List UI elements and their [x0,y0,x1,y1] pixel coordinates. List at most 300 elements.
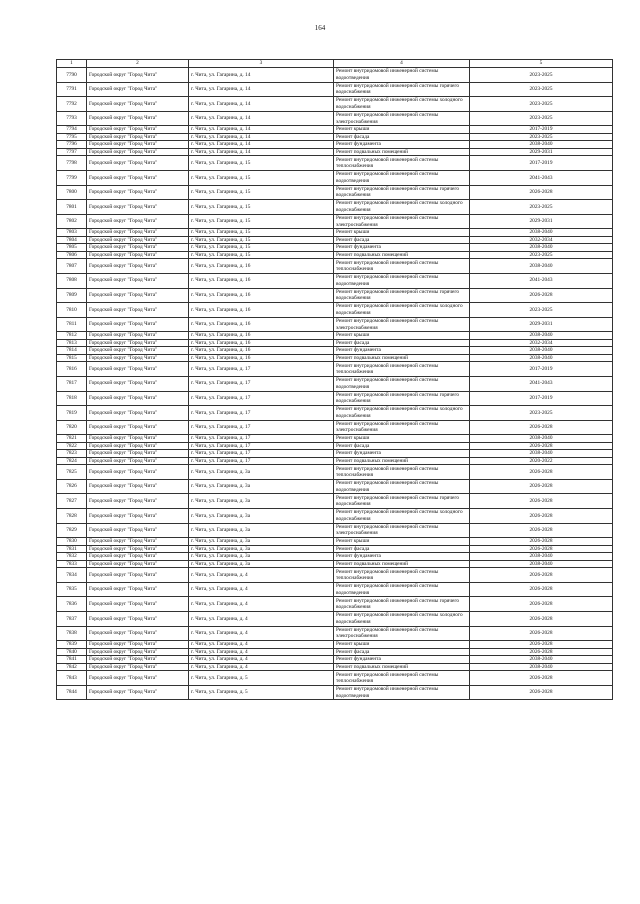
period-cell: 2026-2028 [470,185,613,200]
municipality-cell: Городской округ "Город Чита" [87,597,189,612]
table-header-row [57,60,613,68]
address-cell: г. Чита, ул. Гагарина, д. 14 [189,97,334,112]
table-row [57,465,613,480]
period-cell: 2038-2040 [470,141,613,149]
page-number: 164 [314,24,326,32]
work-type-cell: Ремонт фундамента [334,656,470,664]
header-col-1: 1 [57,60,87,68]
municipality-cell: Городской округ "Город Чита" [87,648,189,656]
period-cell: 2038-2040 [470,259,613,274]
table-row [57,479,613,494]
table-row [57,362,613,377]
table-row [57,494,613,509]
row-number: 7827 [57,494,87,509]
table-row [57,406,613,421]
table-row [57,560,613,568]
table-row [57,391,613,406]
address-cell: г. Чита, ул. Гагарина, д. 3а [189,553,334,561]
table-row [57,435,613,443]
table-row [57,317,613,332]
work-type-cell: Ремонт внутридомовой инженерной системы электроснабжения [334,111,470,126]
address-cell: г. Чита, ул. Гагарина, д. 16 [189,288,334,303]
work-type-cell: Ремонт крыши [334,538,470,546]
table-row [57,214,613,229]
period-cell: 2029-2031 [470,214,613,229]
period-cell: 2017-2019 [470,391,613,406]
address-cell: г. Чита, ул. Гагарина, д. 4 [189,641,334,649]
period-cell: 2038-2040 [470,553,613,561]
row-number: 7825 [57,465,87,480]
header-col-5: 5 [470,60,613,68]
address-cell: г. Чита, ул. Гагарина, д. 17 [189,420,334,435]
row-number: 7842 [57,663,87,671]
work-type-cell: Ремонт внутридомовой инженерной системы холодного водоснабжения [334,612,470,627]
table-row [57,288,613,303]
table-body [57,60,613,700]
address-cell: г. Чита, ул. Гагарина, д. 15 [189,200,334,215]
municipality-cell: Городской округ "Город Чита" [87,111,189,126]
municipality-cell: Городской округ "Город Чита" [87,450,189,458]
work-type-cell: Ремонт внутридомовой инженерной системы водоотведения [334,479,470,494]
row-number: 7801 [57,200,87,215]
period-cell: 2026-2028 [470,568,613,583]
table-row [57,442,613,450]
work-type-cell: Ремонт крыши [334,229,470,237]
address-cell: г. Чита, ул. Гагарина, д. 16 [189,317,334,332]
table-row [57,354,613,362]
address-cell: г. Чита, ул. Гагарина, д. 16 [189,273,334,288]
work-type-cell: Ремонт фасада [334,545,470,553]
municipality-cell: Городской округ "Город Чита" [87,545,189,553]
period-cell: 2023-2025 [470,68,613,83]
municipality-cell: Городской округ "Город Чита" [87,656,189,664]
municipality-cell: Городской округ "Город Чита" [87,435,189,443]
period-cell: 2026-2028 [470,597,613,612]
municipality-cell: Городской округ "Город Чита" [87,685,189,700]
address-cell: г. Чита, ул. Гагарина, д. 4 [189,648,334,656]
work-type-cell: Ремонт подвальных помещений [334,148,470,156]
row-number: 7807 [57,259,87,274]
table-row [57,553,613,561]
table-row [57,97,613,112]
address-cell: г. Чита, ул. Гагарина, д. 15 [189,170,334,185]
row-number: 7835 [57,582,87,597]
work-type-cell: Ремонт внутридомовой инженерной системы электроснабжения [334,317,470,332]
table-row [57,133,613,141]
work-type-cell: Ремонт внутридомовой инженерной системы горячего водоснабжения [334,185,470,200]
row-number: 7830 [57,538,87,546]
municipality-cell: Городской округ "Город Чита" [87,273,189,288]
period-cell: 2017-2019 [470,156,613,171]
address-cell: г. Чита, ул. Гагарина, д. 16 [189,259,334,274]
table-row [57,597,613,612]
work-type-cell: Ремонт фасада [334,339,470,347]
work-type-cell: Ремонт внутридомовой инженерной системы теплоснабжения [334,362,470,377]
municipality-cell: Городской округ "Город Чита" [87,376,189,391]
table-row [57,236,613,244]
work-type-cell: Ремонт внутридомовой инженерной системы горячего водоснабжения [334,597,470,612]
work-type-cell: Ремонт фундамента [334,244,470,252]
row-number: 7837 [57,612,87,627]
work-type-cell: Ремонт фасада [334,236,470,244]
row-number: 7814 [57,347,87,355]
row-number: 7809 [57,288,87,303]
address-cell: г. Чита, ул. Гагарина, д. 3а [189,523,334,538]
table-row [57,141,613,149]
row-number: 7840 [57,648,87,656]
address-cell: г. Чита, ул. Гагарина, д. 15 [189,236,334,244]
work-type-cell: Ремонт внутридомовой инженерной системы электроснабжения [334,214,470,229]
work-type-cell: Ремонт внутридомовой инженерной системы теплоснабжения [334,156,470,171]
address-cell: г. Чита, ул. Гагарина, д. 17 [189,406,334,421]
municipality-cell: Городской округ "Город Чита" [87,97,189,112]
address-cell: г. Чита, ул. Гагарина, д. 4 [189,626,334,641]
table-row [57,671,613,686]
period-cell: 2029-2031 [470,317,613,332]
municipality-cell: Городской округ "Город Чита" [87,663,189,671]
period-cell: 2026-2028 [470,612,613,627]
row-number: 7804 [57,236,87,244]
row-number: 7790 [57,68,87,83]
address-cell: г. Чита, ул. Гагарина, д. 14 [189,82,334,97]
period-cell: 2038-2040 [470,656,613,664]
table-row [57,156,613,171]
municipality-cell: Городской округ "Город Чита" [87,457,189,465]
work-type-cell: Ремонт внутридомовой инженерной системы водоотведения [334,582,470,597]
table-row [57,663,613,671]
period-cell: 2026-2028 [470,538,613,546]
work-type-cell: Ремонт внутридомовой инженерной системы горячего водоснабжения [334,288,470,303]
row-number: 7805 [57,244,87,252]
municipality-cell: Городской округ "Город Чита" [87,568,189,583]
period-cell: 2038-2040 [470,560,613,568]
period-cell: 2038-2040 [470,450,613,458]
period-cell: 2038-2040 [470,663,613,671]
table-row [57,200,613,215]
header-col-3: 3 [189,60,334,68]
municipality-cell: Городской округ "Город Чита" [87,523,189,538]
period-cell: 2023-2025 [470,82,613,97]
work-type-cell: Ремонт внутридомовой инженерной системы электроснабжения [334,626,470,641]
table-row [57,339,613,347]
row-number: 7808 [57,273,87,288]
period-cell: 2023-2025 [470,97,613,112]
work-type-cell: Ремонт внутридомовой инженерной системы водоотведения [334,170,470,185]
row-number: 7817 [57,376,87,391]
period-cell: 2026-2028 [470,626,613,641]
municipality-cell: Городской округ "Город Чита" [87,560,189,568]
period-cell: 2023-2025 [470,251,613,259]
period-cell: 2026-2028 [470,545,613,553]
address-cell: г. Чита, ул. Гагарина, д. 14 [189,141,334,149]
row-number: 7833 [57,560,87,568]
period-cell: 2023-2025 [470,111,613,126]
address-cell: г. Чита, ул. Гагарина, д. 14 [189,133,334,141]
period-cell: 2026-2028 [470,465,613,480]
address-cell: г. Чита, ул. Гагарина, д. 3а [189,560,334,568]
municipality-cell: Городской округ "Город Чита" [87,626,189,641]
table-row [57,450,613,458]
work-type-cell: Ремонт внутридомовой инженерной системы горячего водоснабжения [334,82,470,97]
work-type-cell: Ремонт подвальных помещений [334,457,470,465]
work-type-cell: Ремонт внутридомовой инженерной системы теплоснабжения [334,465,470,480]
table-row [57,457,613,465]
municipality-cell: Городской округ "Город Чита" [87,332,189,340]
municipality-cell: Городской округ "Город Чита" [87,214,189,229]
table-row [57,545,613,553]
row-number: 7813 [57,339,87,347]
work-type-cell: Ремонт внутридомовой инженерной системы теплоснабжения [334,671,470,686]
municipality-cell: Городской округ "Город Чита" [87,406,189,421]
municipality-cell: Городской округ "Город Чита" [87,185,189,200]
table-row [57,685,613,700]
row-number: 7803 [57,229,87,237]
period-cell: 2017-2019 [470,362,613,377]
period-cell: 2026-2028 [470,582,613,597]
address-cell: г. Чита, ул. Гагарина, д. 4 [189,656,334,664]
municipality-cell: Городской округ "Город Чита" [87,582,189,597]
municipality-cell: Городской округ "Город Чита" [87,494,189,509]
work-type-cell: Ремонт крыши [334,332,470,340]
municipality-cell: Городской округ "Город Чита" [87,671,189,686]
period-cell: 2038-2040 [470,354,613,362]
address-cell: г. Чита, ул. Гагарина, д. 17 [189,435,334,443]
municipality-cell: Городской округ "Город Чита" [87,354,189,362]
municipality-cell: Городской округ "Город Чита" [87,148,189,156]
municipality-cell: Городской округ "Город Чита" [87,465,189,480]
period-cell: 2038-2040 [470,332,613,340]
row-number: 7800 [57,185,87,200]
work-type-cell: Ремонт внутридомовой инженерной системы водоотведения [334,68,470,83]
row-number: 7831 [57,545,87,553]
work-type-cell: Ремонт внутридомовой инженерной системы холодного водоснабжения [334,406,470,421]
row-number: 7844 [57,685,87,700]
row-number: 7799 [57,170,87,185]
municipality-cell: Городской округ "Город Чита" [87,200,189,215]
work-type-cell: Ремонт фундамента [334,553,470,561]
period-cell: 2026-2028 [470,671,613,686]
work-type-cell: Ремонт внутридомовой инженерной системы холодного водоснабжения [334,303,470,318]
period-cell: 2038-2040 [470,347,613,355]
work-type-cell: Ремонт подвальных помещений [334,560,470,568]
row-number: 7791 [57,82,87,97]
row-number: 7843 [57,671,87,686]
row-number: 7839 [57,641,87,649]
period-cell: 2038-2040 [470,229,613,237]
work-type-cell: Ремонт фасада [334,133,470,141]
municipality-cell: Городской округ "Город Чита" [87,509,189,524]
address-cell: г. Чита, ул. Гагарина, д. 16 [189,354,334,362]
address-cell: г. Чита, ул. Гагарина, д. 5 [189,685,334,700]
table-row [57,332,613,340]
work-type-cell: Ремонт внутридомовой инженерной системы холодного водоснабжения [334,200,470,215]
municipality-cell: Городской округ "Город Чита" [87,420,189,435]
address-cell: г. Чита, ул. Гагарина, д. 15 [189,156,334,171]
work-type-cell: Ремонт подвальных помещений [334,251,470,259]
table-row [57,641,613,649]
period-cell: 2026-2028 [470,420,613,435]
address-cell: г. Чита, ул. Гагарина, д. 16 [189,347,334,355]
address-cell: г. Чита, ул. Гагарина, д. 15 [189,251,334,259]
row-number: 7812 [57,332,87,340]
work-type-cell: Ремонт внутридомовой инженерной системы водоотведения [334,685,470,700]
row-number: 7819 [57,406,87,421]
work-type-cell: Ремонт внутридомовой инженерной системы теплоснабжения [334,259,470,274]
municipality-cell: Городской округ "Город Чита" [87,170,189,185]
address-cell: г. Чита, ул. Гагарина, д. 3а [189,465,334,480]
work-type-cell: Ремонт подвальных помещений [334,663,470,671]
period-cell: 2023-2025 [470,303,613,318]
period-cell: 2017-2019 [470,126,613,134]
row-number: 7823 [57,450,87,458]
table-row [57,170,613,185]
period-cell: 2032-2034 [470,236,613,244]
work-type-cell: Ремонт внутридомовой инженерной системы электроснабжения [334,523,470,538]
table-row [57,523,613,538]
municipality-cell: Городской округ "Город Чита" [87,553,189,561]
address-cell: г. Чита, ул. Гагарина, д. 14 [189,68,334,83]
address-cell: г. Чита, ул. Гагарина, д. 5 [189,671,334,686]
row-number: 7841 [57,656,87,664]
table-row [57,229,613,237]
table-row [57,420,613,435]
row-number: 7824 [57,457,87,465]
table-row [57,126,613,134]
address-cell: г. Чита, ул. Гагарина, д. 17 [189,391,334,406]
address-cell: г. Чита, ул. Гагарина, д. 4 [189,568,334,583]
period-cell: 2026-2028 [470,442,613,450]
municipality-cell: Городской округ "Город Чита" [87,339,189,347]
municipality-cell: Городской округ "Город Чита" [87,259,189,274]
address-cell: г. Чита, ул. Гагарина, д. 16 [189,332,334,340]
municipality-cell: Городской округ "Город Чита" [87,141,189,149]
municipality-cell: Городской округ "Город Чита" [87,229,189,237]
work-type-cell: Ремонт фасада [334,648,470,656]
period-cell: 2026-2028 [470,685,613,700]
municipality-cell: Городской округ "Город Чита" [87,156,189,171]
row-number: 7793 [57,111,87,126]
municipality-cell: Городской округ "Город Чита" [87,288,189,303]
municipality-cell: Городской округ "Город Чита" [87,479,189,494]
period-cell: 2026-2028 [470,523,613,538]
period-cell: 2038-2040 [470,244,613,252]
address-cell: г. Чита, ул. Гагарина, д. 4 [189,582,334,597]
work-type-cell: Ремонт внутридомовой инженерной системы холодного водоснабжения [334,97,470,112]
address-cell: г. Чита, ул. Гагарина, д. 16 [189,303,334,318]
table-row [57,509,613,524]
municipality-cell: Городской округ "Город Чита" [87,82,189,97]
period-cell: 2041-2043 [470,376,613,391]
row-number: 7815 [57,354,87,362]
table-row [57,538,613,546]
table-row [57,244,613,252]
work-type-cell: Ремонт фасада [334,442,470,450]
table-row [57,68,613,83]
period-cell: 2026-2028 [470,288,613,303]
table-row [57,251,613,259]
work-type-cell: Ремонт фундамента [334,141,470,149]
period-cell: 2023-2025 [470,133,613,141]
header-col-2: 2 [87,60,189,68]
period-cell: 2041-2043 [470,170,613,185]
municipality-cell: Городской округ "Город Чита" [87,347,189,355]
period-cell: 2026-2028 [470,479,613,494]
address-cell: г. Чита, ул. Гагарина, д. 17 [189,376,334,391]
table-row [57,259,613,274]
row-number: 7818 [57,391,87,406]
row-number: 7798 [57,156,87,171]
work-type-cell: Ремонт внутридомовой инженерной системы горячего водоснабжения [334,494,470,509]
address-cell: г. Чита, ул. Гагарина, д. 4 [189,663,334,671]
table-row [57,273,613,288]
work-type-cell: Ремонт внутридомовой инженерной системы холодного водоснабжения [334,509,470,524]
period-cell: 2026-2028 [470,648,613,656]
municipality-cell: Городской округ "Город Чита" [87,391,189,406]
municipality-cell: Городской округ "Город Чита" [87,362,189,377]
row-number: 7816 [57,362,87,377]
repair-schedule-table [56,59,613,700]
table-row [57,82,613,97]
municipality-cell: Городской округ "Город Чита" [87,133,189,141]
municipality-cell: Городской округ "Город Чита" [87,126,189,134]
address-cell: г. Чита, ул. Гагарина, д. 3а [189,479,334,494]
municipality-cell: Городской округ "Город Чита" [87,641,189,649]
municipality-cell: Городской округ "Город Чита" [87,538,189,546]
address-cell: г. Чита, ул. Гагарина, д. 3а [189,538,334,546]
period-cell: 2029-2031 [470,148,613,156]
work-type-cell: Ремонт внутридомовой инженерной системы водоотведения [334,273,470,288]
row-number: 7795 [57,133,87,141]
row-number: 7806 [57,251,87,259]
work-type-cell: Ремонт внутридомовой инженерной системы водоотведения [334,376,470,391]
address-cell: г. Чита, ул. Гагарина, д. 3а [189,494,334,509]
row-number: 7794 [57,126,87,134]
work-type-cell: Ремонт внутридомовой инженерной системы электроснабжения [334,420,470,435]
period-cell: 2026-2028 [470,641,613,649]
row-number: 7802 [57,214,87,229]
table-row [57,347,613,355]
row-number: 7832 [57,553,87,561]
address-cell: г. Чита, ул. Гагарина, д. 14 [189,148,334,156]
table-row [57,582,613,597]
address-cell: г. Чита, ул. Гагарина, д. 17 [189,450,334,458]
row-number: 7828 [57,509,87,524]
address-cell: г. Чита, ул. Гагарина, д. 15 [189,229,334,237]
municipality-cell: Городской округ "Город Чита" [87,251,189,259]
municipality-cell: Городской округ "Город Чита" [87,442,189,450]
table-row [57,303,613,318]
table-row [57,185,613,200]
row-number: 7838 [57,626,87,641]
table-row [57,148,613,156]
work-type-cell: Ремонт крыши [334,641,470,649]
address-cell: г. Чита, ул. Гагарина, д. 3а [189,545,334,553]
address-cell: г. Чита, ул. Гагарина, д. 17 [189,442,334,450]
work-type-cell: Ремонт внутридомовой инженерной системы горячего водоснабжения [334,391,470,406]
table-row [57,111,613,126]
table-row [57,648,613,656]
work-type-cell: Ремонт внутридомовой инженерной системы теплоснабжения [334,568,470,583]
row-number: 7826 [57,479,87,494]
address-cell: г. Чита, ул. Гагарина, д. 15 [189,244,334,252]
table-row [57,626,613,641]
row-number: 7811 [57,317,87,332]
row-number: 7821 [57,435,87,443]
work-type-cell: Ремонт крыши [334,126,470,134]
row-number: 7810 [57,303,87,318]
address-cell: г. Чита, ул. Гагарина, д. 15 [189,185,334,200]
table-row [57,376,613,391]
